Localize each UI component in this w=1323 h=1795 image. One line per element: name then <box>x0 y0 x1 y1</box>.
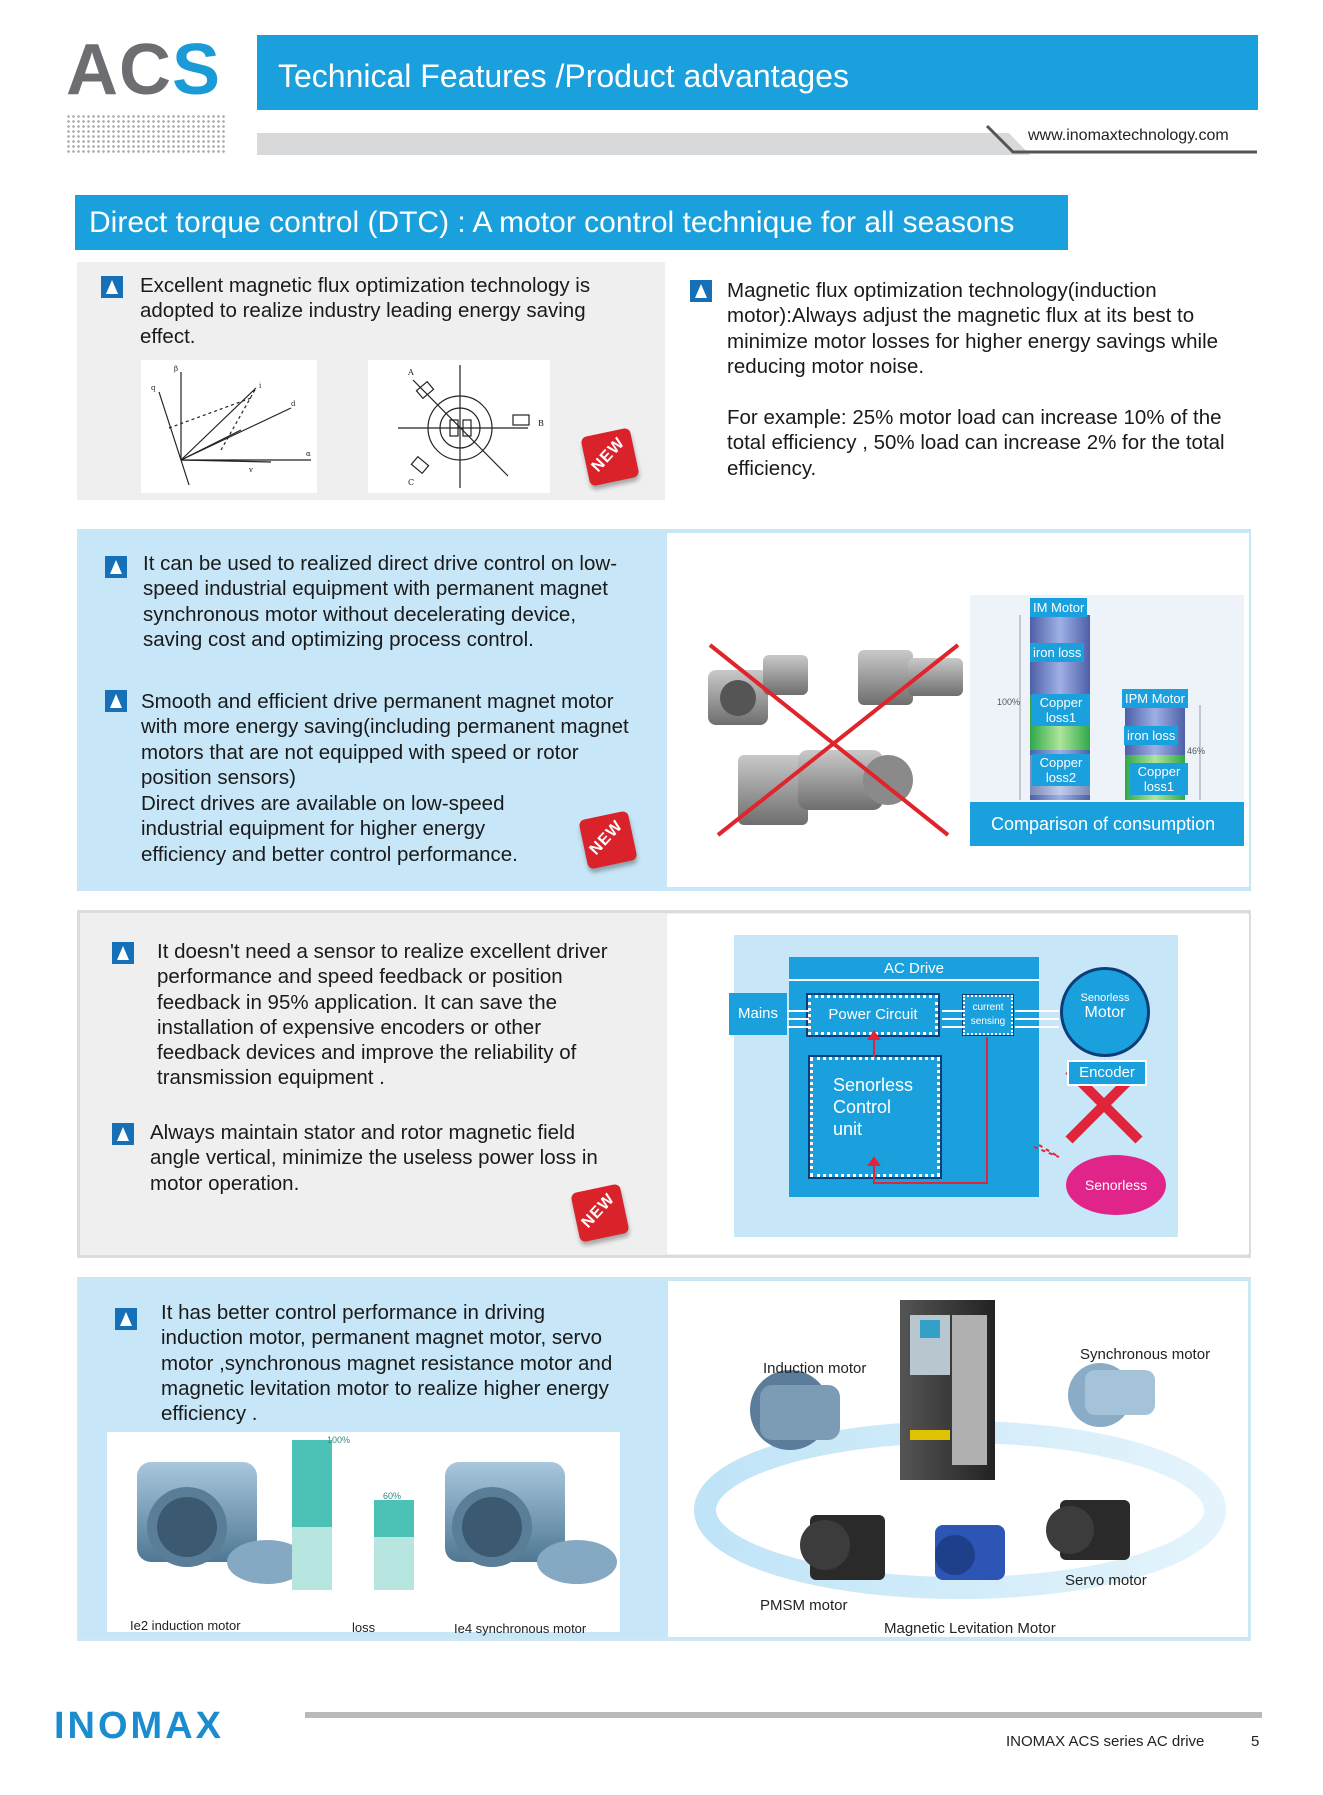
svg-text:i: i <box>259 382 262 390</box>
pmsm-motor-label: PMSM motor <box>760 1597 848 1614</box>
bullet-icon <box>101 276 123 298</box>
inomax-logo: INOMAX <box>54 1705 224 1747</box>
synchronous-motor-label: Synchronous motor <box>1080 1346 1211 1363</box>
motor-flux-section-diagram <box>368 360 550 493</box>
loss-label: loss <box>352 1620 376 1635</box>
new-badge: NEW <box>578 810 637 869</box>
svg-text:q: q <box>151 384 156 392</box>
bar-60-label: 60% <box>383 1491 402 1501</box>
im-copper-loss1-label: Copper loss1 <box>1032 694 1090 726</box>
gear-motors-crossed-image <box>698 640 978 840</box>
ie2-label: Ie2 induction motor <box>130 1618 241 1633</box>
page-number: 5 <box>1251 1733 1260 1750</box>
panel-2-text-3: Direct drives are available on low-speed industrial equipment for higher energy efficiency and better control performance. <box>141 792 518 866</box>
svg-text:v: v <box>249 466 253 474</box>
website-link[interactable]: www.inomaxtechnology.com <box>1028 127 1229 144</box>
maglev-motor-label: Magnetic Levitation Motor <box>884 1620 1056 1637</box>
ie4-label: Ie4 synchronous motor <box>454 1621 587 1636</box>
chart-caption: Comparison of consumption <box>991 814 1216 834</box>
current-label: current <box>972 1002 1004 1013</box>
bullet-icon <box>690 280 712 302</box>
new-badge: NEW <box>580 427 639 486</box>
mains-label: Mains <box>729 993 787 1035</box>
svg-text:B: B <box>538 419 544 428</box>
ipm-iron-loss-label: iron loss <box>1124 726 1178 745</box>
im-iron-loss-label: iron loss <box>1030 643 1084 662</box>
panel-3-text-1: It doesn't need a sensor to realize excellent driver performance and speed feedback or position feedback in 95% application. It can save the installation of expensive encoders or other feedback devices and improve the reliability of transmission equipment . <box>157 940 608 1090</box>
sensing-label: sensing <box>970 1016 1006 1027</box>
svg-text:C: C <box>408 478 415 487</box>
svg-text:d: d <box>291 400 296 408</box>
panel-2-text-1: It can be used to realized direct drive control on low-speed industrial equipment with permanent magnet synchronous motor without decelerating device, saving cost and optimizing process control. <box>143 552 618 651</box>
bar-100-label: 100% <box>327 1435 351 1445</box>
im-copper-loss2-label: Copper loss2 <box>1032 754 1090 786</box>
power-circuit-box: Power Circuit <box>808 995 938 1035</box>
panel-1-right-text-2: For example: 25% motor load can increase 10% of the total efficiency , 50% load can increase 2% for the total efficiency. <box>727 406 1225 480</box>
ipm-copper-loss-label: Copper loss1 <box>1130 763 1188 795</box>
ac-drive-label: AC Drive <box>789 957 1039 981</box>
senorless-motor-small-label: Senorless <box>1080 992 1130 1004</box>
bullet-icon <box>105 690 127 712</box>
svg-text:α: α <box>306 450 311 458</box>
panel-1-right-text-1: Magnetic flux optimization technology(induction motor):Always adjust the magnetic flux at its best to minimize motor losses for higher energy savings while reducing motor noise. <box>727 279 1219 378</box>
im-motor-label: IM Motor <box>1030 598 1087 617</box>
motor-comparison-drawing <box>107 1432 620 1607</box>
svg-text:A: A <box>408 368 414 377</box>
senorless-bottom-ellipse: Senorless <box>1066 1155 1166 1215</box>
flux-vector-diagram <box>141 360 317 493</box>
panel-4-text: It has better control performance in driving induction motor, permanent magnet motor, servo motor ,synchronous magnet resistance motor and magnetic levitation motor to realize higher energy efficiency . <box>161 1301 613 1426</box>
induction-motor-label: Induction motor <box>763 1360 867 1377</box>
control-line-3: unit <box>833 1119 863 1139</box>
panel-2-text-2: Smooth and efficient drive permanent magnet motor with more energy saving(including permanent magnet motors that are not equipped with speed or rotor position sensors) <box>141 690 629 789</box>
bullet-icon <box>112 1123 134 1145</box>
section-title: Direct torque control (DTC) : A motor control technique for all seasons <box>89 206 1015 239</box>
control-line-2: Control <box>833 1097 892 1117</box>
panel-1-left-text: Excellent magnetic flux optimization technology is adopted to realize industry leading energy saving effect. <box>140 274 591 348</box>
control-line-1: Senorless <box>833 1075 914 1095</box>
motor-types-ring <box>690 1290 1230 1630</box>
pct-100-label: 100% <box>997 697 1021 707</box>
ipm-motor-label: IPM Motor <box>1122 689 1188 708</box>
motor-label: Motor <box>1084 1004 1126 1021</box>
footer-line <box>305 1712 1262 1718</box>
footer-text: INOMAX ACS series AC drive <box>1006 1733 1205 1750</box>
encoder-label: Encoder <box>1067 1060 1147 1086</box>
motor-circle <box>1060 967 1150 1057</box>
acs-logo: ACS <box>66 34 226 149</box>
svg-text:β: β <box>174 365 179 373</box>
new-badge: NEW <box>570 1183 629 1242</box>
logo-dot-pattern <box>66 114 226 154</box>
bullet-icon <box>112 942 134 964</box>
pct-46-label: 46% <box>1187 746 1206 756</box>
bullet-icon <box>115 1308 137 1330</box>
panel-3-text-2: Always maintain stator and rotor magnetic field angle vertical, minimize the useless power loss in motor operation. <box>150 1121 598 1195</box>
bullet-icon <box>105 556 127 578</box>
page-title: Technical Features /Product advantages <box>278 58 849 94</box>
servo-motor-label: Servo motor <box>1065 1572 1147 1589</box>
